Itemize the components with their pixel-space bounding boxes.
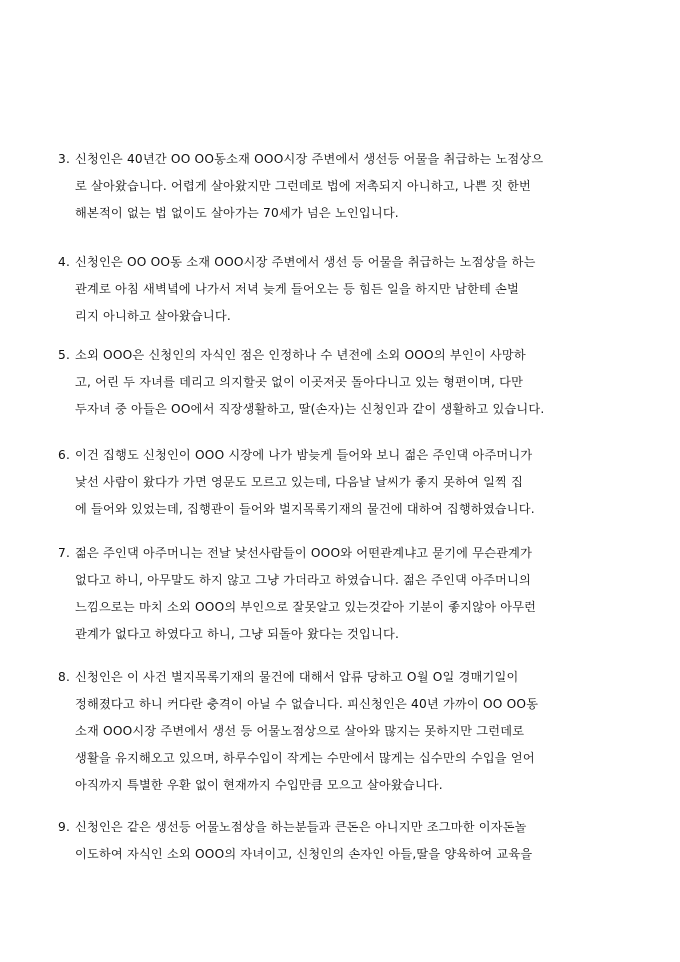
paragraph-line <box>58 814 628 841</box>
paragraph-number: 6. <box>58 448 71 462</box>
paragraph-line: 낯선 사람이 왔다가 가면 영문도 모르고 있는데, 다음날 날씨가 좋지 못하여 일찍 집 <box>75 475 524 489</box>
paragraph-number: 8. <box>58 670 71 684</box>
paragraph-4 <box>58 249 628 330</box>
paragraph-line: 관계로 아침 새벽녘에 나가서 저녁 늦게 들어오는 등 힘든 일을 하지만 남한테 손벌 <box>75 282 520 296</box>
paragraph-text: 신청인은 40년간 OO OO동소재 OOO시장 주변에서 생선등 어물을 취급하는 노점상으 <box>75 152 544 166</box>
paragraph-line: 로 살아왔습니다. 어렵게 살아왔지만 그런데로 법에 저촉되지 아니하고, 나쁜 짓 한번 <box>75 179 531 193</box>
paragraph-line <box>58 540 628 567</box>
paragraph-line: 아직까지 특별한 우환 없이 현재까지 수입만큼 모으고 살아왔습니다. <box>75 778 443 792</box>
paragraph-text: 신청인은 같은 생선등 어물노점상을 하는분들과 큰돈은 아니지만 조그마한 이자돈놀 <box>75 820 527 834</box>
paragraph-line: 정해졌다고 하니 커다란 충격이 아닐 수 없습니다. 피신청인은 40년 가까이 OO OO동 <box>75 697 539 711</box>
paragraph-line <box>58 664 628 691</box>
paragraph-line: 생활을 유지해오고 있으며, 하루수입이 작게는 수만에서 많게는 십수만의 수입을 얻어 <box>75 751 535 765</box>
paragraph-line <box>58 146 628 173</box>
paragraph-line: 고, 어린 두 자녀를 데리고 의지할곳 없이 이곳저곳 돌아다니고 있는 형편이며, 다만 <box>75 375 524 389</box>
paragraph-6 <box>58 442 628 523</box>
paragraph-number: 4. <box>58 255 71 269</box>
paragraph-text: 소외 OOO은 신청인의 자식인 점은 인정하나 수 년전에 소외 OOO의 부인이 사망하 <box>75 348 526 362</box>
paragraph-line: 소재 OOO시장 주변에서 생선 등 어물노점상으로 살아와 많지는 못하지만 그런데로 <box>75 724 525 738</box>
paragraph-text: 신청인은 OO OO동 소재 OOO시장 주변에서 생선 등 어물을 취급하는 노점상을 하는 <box>75 255 536 269</box>
paragraph-5 <box>58 342 628 423</box>
paragraph-line <box>58 249 628 276</box>
paragraph-line: 해본적이 없는 법 없이도 살아가는 70세가 넘은 노인입니다. <box>75 206 399 220</box>
paragraph-text: 젊은 주인댁 아주머니는 전날 낯선사람들이 OOO와 어떤관계냐고 묻기에 무슨관계가 <box>75 546 533 560</box>
paragraph-number: 3. <box>58 152 71 166</box>
paragraph-number: 9. <box>58 820 71 834</box>
paragraph-number: 7. <box>58 546 71 560</box>
paragraph-number: 5. <box>58 348 71 362</box>
paragraph-line: 느낌으로는 마치 소외 OOO의 부인으로 잘못알고 있는것같아 기분이 좋지않아 아무런 <box>75 600 537 614</box>
paragraph-line <box>58 342 628 369</box>
paragraph-9 <box>58 814 628 868</box>
paragraph-line: 두자녀 중 아들은 OO에서 직장생활하고, 딸(손자)는 신청인과 같이 생활하고 있습니다. <box>75 402 545 416</box>
paragraph-8 <box>58 664 628 799</box>
paragraph-line <box>58 442 628 469</box>
paragraph-text: 이건 집행도 신청인이 OOO 시장에 나가 밤늦게 들어와 보니 젊은 주인댁 아주머니가 <box>75 448 533 462</box>
paragraph-line: 이도하여 자식인 소외 OOO의 자녀이고, 신청인의 손자인 아들,딸을 양육하여 교육을 <box>75 847 533 861</box>
paragraph-text: 신청인은 이 사건 별지목록기재의 물건에 대해서 압류 당하고 O월 O일 경매기일이 <box>75 670 519 684</box>
paragraph-line: 없다고 하니, 아무말도 하지 않고 그냥 가더라고 하였습니다. 젊은 주인댁 아주머니의 <box>75 573 531 587</box>
paragraph-3 <box>58 146 628 227</box>
paragraph-line: 에 들어와 있었는데, 집행관이 들어와 벌지목록기재의 물건에 대하여 집행하였습니다. <box>75 502 535 516</box>
paragraph-line: 리지 아니하고 살아왔습니다. <box>75 309 231 323</box>
paragraph-7 <box>58 540 628 648</box>
paragraph-line: 관계가 없다고 하였다고 하니, 그냥 되돌아 왔다는 것입니다. <box>75 627 400 641</box>
